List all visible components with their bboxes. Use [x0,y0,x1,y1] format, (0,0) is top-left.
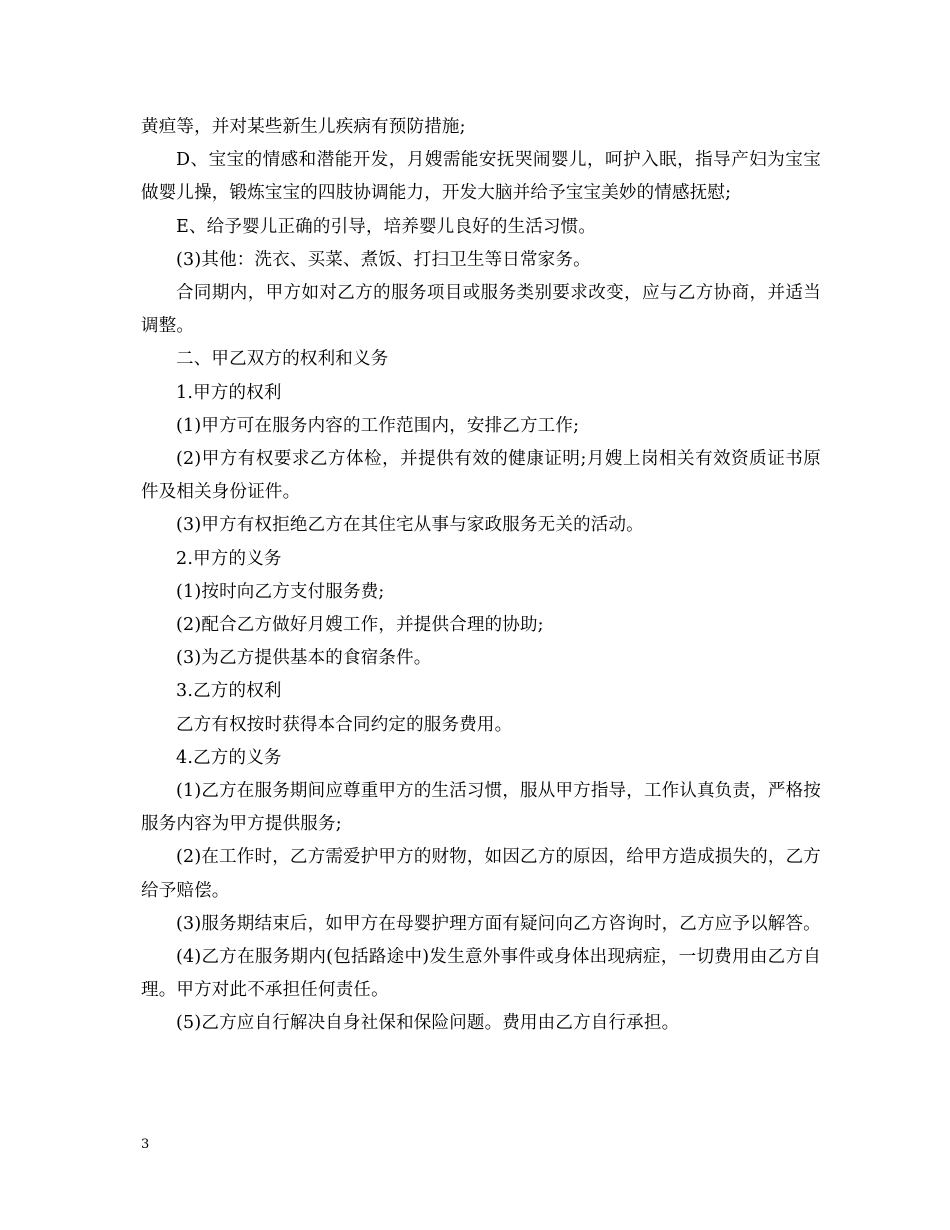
subsection-heading: 2.甲方的义务 [176,548,282,569]
paragraph: (1)甲方可在服务内容的工作范围内，安排乙方工作; [176,415,580,436]
paragraph: (3)服务期结束后，如甲方在母婴护理方面有疑问向乙方咨询时，乙方应予以解答。 [176,913,821,934]
paragraph: (2)在工作时，乙方需爱护甲方的财物，如因乙方的原因，给甲方造成损失的，乙方给予赔偿。 [141,847,821,901]
paragraph: 乙方有权按时获得本合同约定的服务费用。 [176,714,513,735]
page-number: 3 [141,1137,150,1152]
paragraph: E、给予婴儿正确的引导，培养婴儿良好的生活习惯。 [176,216,597,237]
subsection-heading: 3.乙方的权利 [176,681,282,702]
paragraph: (3)其他：洗衣、买菜、煮饭、打扫卫生等日常家务。 [176,249,591,270]
section-heading: 二、甲乙双方的权利和义务 [176,349,389,370]
paragraph: (1)按时向乙方支付服务费; [176,581,385,602]
paragraph: 合同期内，甲方如对乙方的服务项目或服务类别要求改变，应与乙方协商，并适当调整。 [141,283,821,337]
subsection-heading: 4.乙方的义务 [176,747,282,768]
paragraph: (2)甲方有权要求乙方体检，并提供有效的健康证明;月嫂上岗相关有效资质证书原件及相关身份证件。 [141,449,821,503]
paragraph: (1)乙方在服务期间应尊重甲方的生活习惯，服从甲方指导，工作认真负责，严格按服务内容为甲方提供服务; [141,781,821,835]
paragraph: D、宝宝的情感和潜能开发，月嫂需能安抚哭闹婴儿，呵护入眠，指导产妇为宝宝做婴儿操，锻炼宝宝的四肢协调能力，开发大脑并给予宝宝美妙的情感抚慰; [141,150,821,204]
subsection-heading: 1.甲方的权利 [176,382,282,403]
paragraph: (3)甲方有权拒绝乙方在其住宅从事与家政服务无关的活动。 [176,515,644,536]
paragraph: (4)乙方在服务期内(包括路途中)发生意外事件或身体出现病症，一切费用由乙方自理。甲方对此不承担任何责任。 [141,947,821,1001]
paragraph: (5)乙方应自行解决自身社保和保险问题。费用由乙方自行承担。 [176,1013,680,1034]
paragraph: (2)配合乙方做好月嫂工作，并提供合理的协助; [176,615,544,636]
paragraph: 黄疸等，并对某些新生儿疾病有预防措施; [141,117,466,137]
paragraph: (3)为乙方提供基本的食宿条件。 [176,648,432,669]
document-body [141,111,821,1041]
